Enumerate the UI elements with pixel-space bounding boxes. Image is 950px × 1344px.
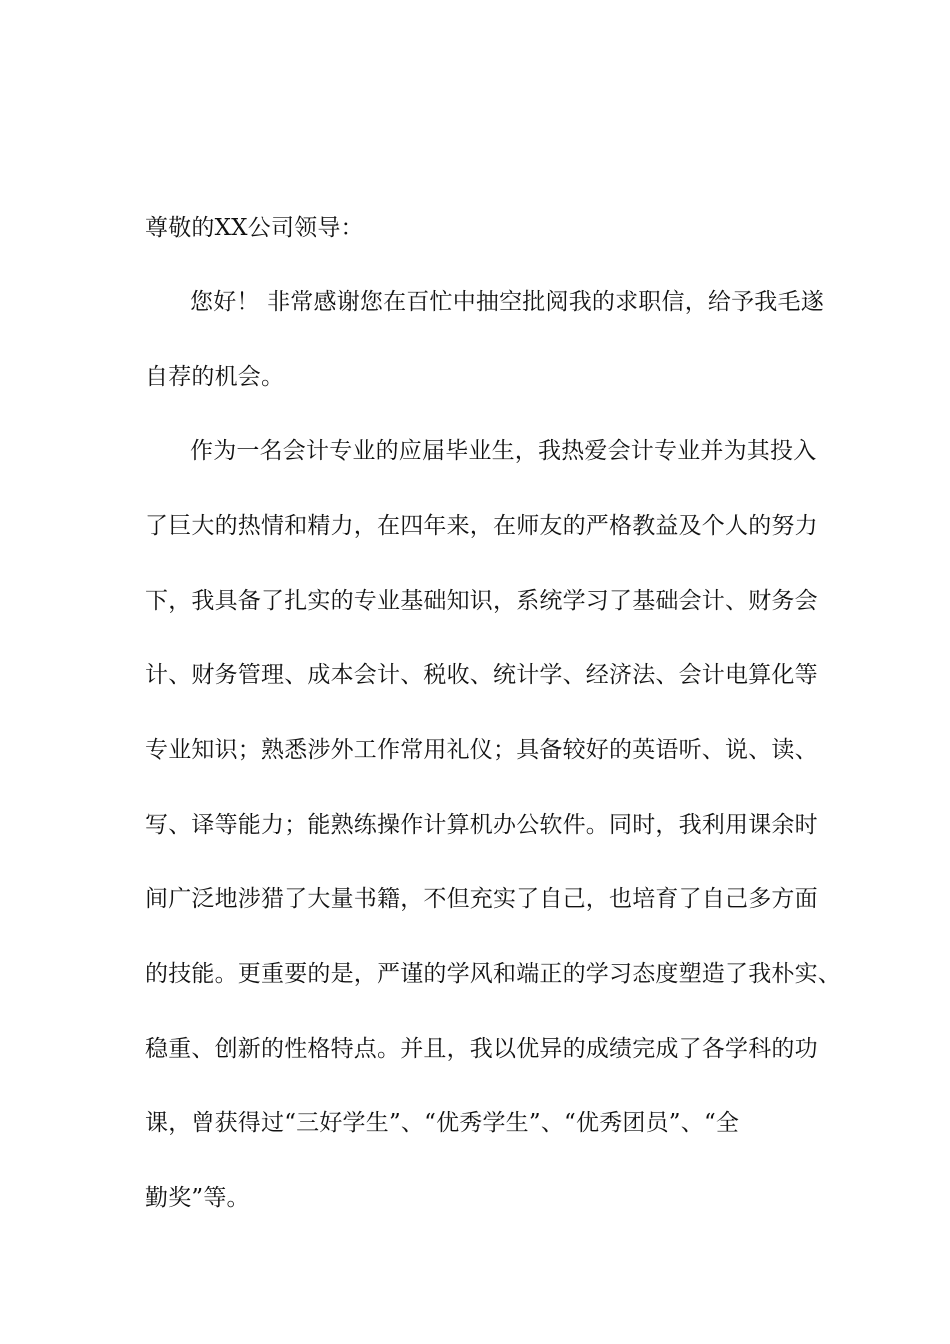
paragraph-line: 下，我具备了扎实的专业基础知识，系统学习了基础会计、财务会 (145, 588, 818, 614)
paragraph-line: 作为一名会计专业的应届毕业生，我热爱会计专业并为其投入 (190, 438, 817, 464)
paragraph-line: 自荐的机会。 (145, 364, 285, 390)
paragraph-line: 计、财务管理、成本会计、税收、统计学、经济法、会计电算化等 (145, 662, 818, 688)
paragraph-line: 间广泛地涉猎了大量书籍，不但充实了自己，也培育了自己多方面 (145, 886, 818, 912)
paragraph-line: 稳重、创新的性格特点。并且，我以优异的成绩完成了各学科的功 (145, 1036, 818, 1062)
paragraph-line: 的技能。更重要的是，严谨的学风和端正的学习态度塑造了我朴实、 (145, 961, 841, 987)
paragraph-line: 课，曾获得过“三好学生”、“优秀学生”、“优秀团员”、“全 (145, 1110, 740, 1136)
paragraph-line: 了巨大的热情和精力，在四年来，在师友的严格教益及个人的努力 (145, 513, 818, 539)
paragraph-line: 专业知识；熟悉涉外工作常用礼仪；具备较好的英语听、说、读、 (145, 737, 818, 763)
paragraph-line: 写、译等能力；能熟练操作计算机办公软件。同时，我利用课余时 (145, 812, 818, 838)
paragraph-line: 您好！ 非常感谢您在百忙中抽空批阅我的求职信，给予我毛遂 (190, 289, 824, 315)
paragraph-line: 勤奖”等。 (145, 1185, 250, 1211)
letter-greeting: 尊敬的XX公司领导： (145, 215, 364, 241)
